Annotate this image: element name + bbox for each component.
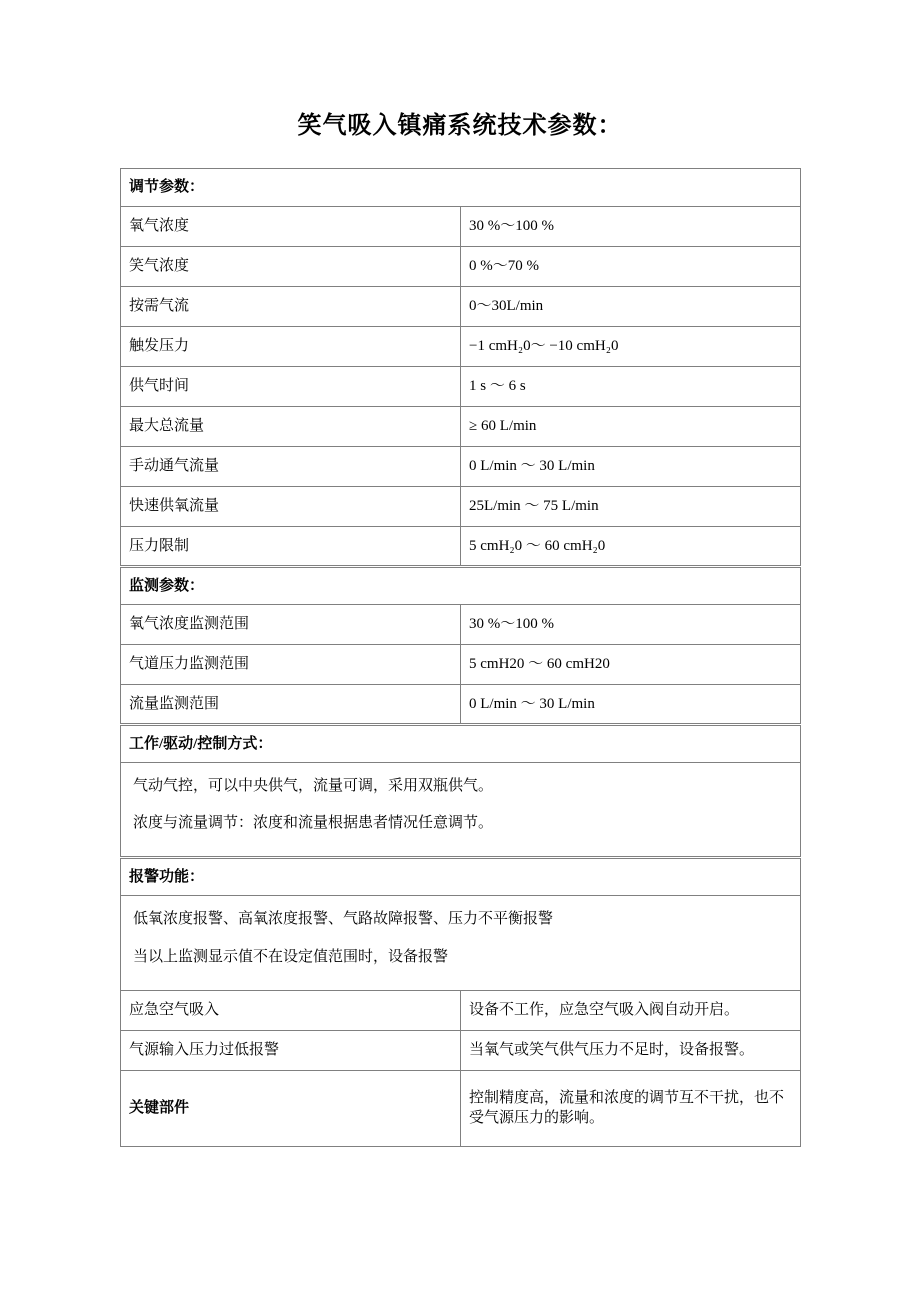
param-label: 氧气浓度监测范围	[121, 604, 461, 644]
table-row	[121, 644, 801, 684]
spec-table	[120, 168, 801, 1147]
table-row	[121, 446, 801, 486]
param-label: 关键部件	[121, 1070, 461, 1146]
param-value: 0～30L/min	[461, 286, 801, 326]
section-row	[121, 858, 801, 896]
section-row	[121, 168, 801, 206]
section-row	[121, 566, 801, 604]
text-line: 当以上监测显示值不在设定值范围时，设备报警	[133, 948, 449, 965]
table-row	[121, 246, 801, 286]
param-label: 快速供氧流量	[121, 486, 461, 526]
param-label: 手动通气流量	[121, 446, 461, 486]
table-row	[121, 406, 801, 446]
section-header: 报警功能：	[121, 858, 801, 896]
table-row	[121, 684, 801, 724]
text-line: 气动气控，可以中央供气，流量可调，采用双瓶供气。	[133, 777, 494, 794]
param-label: 气道压力监测范围	[121, 644, 461, 684]
table-row	[121, 326, 801, 366]
param-label: 压力限制	[121, 526, 461, 566]
param-value: −1 cmH₂0～ −10 cmH₂0	[461, 326, 801, 366]
param-value: 1 s ～ 6 s	[461, 366, 801, 406]
param-value: 0 L/min ～ 30 L/min	[461, 684, 801, 724]
param-value: 0 %～70 %	[461, 246, 801, 286]
param-value: 设备不工作，应急空气吸入阀自动开启。	[461, 990, 801, 1030]
param-value: 5 cmH20 ～ 60 cmH20	[461, 644, 801, 684]
param-label: 流量监测范围	[121, 684, 461, 724]
section-row	[121, 724, 801, 762]
param-value: 30 %～100 %	[461, 206, 801, 246]
param-value: 当氧气或笑气供气压力不足时，设备报警。	[461, 1030, 801, 1070]
text-line: 低氧浓度报警、高氧浓度报警、气路故障报警、压力不平衡报警	[133, 911, 554, 928]
table-row	[121, 526, 801, 566]
param-value: 25L/min ～ 75 L/min	[461, 486, 801, 526]
param-value: ≥ 60 L/min	[461, 406, 801, 446]
param-label: 最大总流量	[121, 406, 461, 446]
param-value: 5 cmH₂0 ～ 60 cmH₂0	[461, 526, 801, 566]
table-row	[121, 1030, 801, 1070]
table-row	[121, 486, 801, 526]
param-label: 按需气流	[121, 286, 461, 326]
section-header: 工作/驱动/控制方式：	[121, 724, 801, 762]
table-row	[121, 604, 801, 644]
section-text-row	[121, 896, 801, 991]
param-label: 应急空气吸入	[121, 990, 461, 1030]
table-row	[121, 990, 801, 1030]
param-label: 触发压力	[121, 326, 461, 366]
section-text	[121, 896, 801, 991]
param-value: 0 L/min ～ 30 L/min	[461, 446, 801, 486]
table-row	[121, 1070, 801, 1146]
param-label: 笑气浓度	[121, 246, 461, 286]
text-line: 浓度与流量调节：浓度和流量根据患者情况任意调节。	[133, 815, 494, 832]
param-label: 气源输入压力过低报警	[121, 1030, 461, 1070]
param-value: 控制精度高，流量和浓度的调节互不干扰，也不受气源压力的影响。	[461, 1070, 801, 1146]
table-row	[121, 286, 801, 326]
table-row	[121, 366, 801, 406]
page-title: 笑气吸入镇痛系统技术参数：	[297, 113, 623, 139]
param-value: 30 %～100 %	[461, 604, 801, 644]
table-row	[121, 206, 801, 246]
section-text	[121, 762, 801, 858]
section-header: 调节参数：	[121, 168, 801, 206]
param-label: 氧气浓度	[121, 206, 461, 246]
section-header: 监测参数：	[121, 566, 801, 604]
section-text-row	[121, 762, 801, 858]
param-label: 供气时间	[121, 366, 461, 406]
